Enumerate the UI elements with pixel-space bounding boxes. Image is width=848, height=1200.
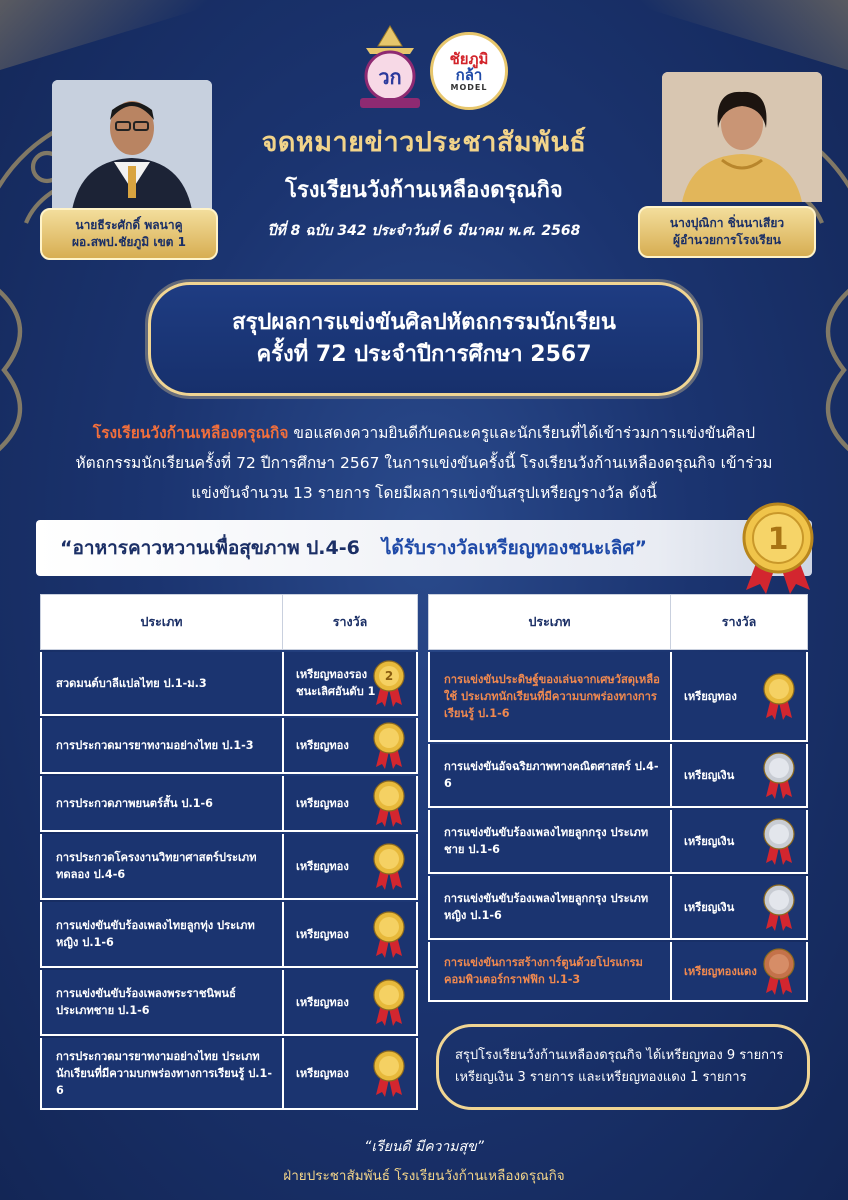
- table-row: [428, 652, 808, 742]
- svg-text:วก: วก: [378, 65, 402, 89]
- table-row: [428, 744, 808, 808]
- row-award: [284, 902, 416, 966]
- gold-medal-icon: [372, 842, 406, 890]
- row-award: [284, 970, 416, 1034]
- medal-summary: สรุปโรงเรียนวังก้านเหลืองดรุณกิจ ได้เหรียญทอง 9 รายการ เหรียญเงิน 3 รายการ และเหรียญทองแดง 1 รายการ: [436, 1024, 810, 1110]
- row-category: สวดมนต์บาลีแปลไทย ป.1-ม.3: [42, 652, 284, 714]
- row-category: การแข่งขันขับร้องเพลงไทยลูกทุ่ง ประเภทหญิง ป.1-6: [42, 902, 284, 966]
- gold-medal-icon: [372, 779, 406, 827]
- results-heading-line1: สรุปผลการแข่งขันศิลปหัตถกรรมนักเรียน: [232, 310, 616, 335]
- first-place-medal-number: 1: [767, 522, 789, 557]
- row-award-label: เหรียญทอง: [296, 927, 349, 941]
- table-row: [428, 876, 808, 940]
- award-header: รางวัล: [332, 614, 368, 629]
- category-header: ประเภท: [429, 595, 671, 649]
- table-row: [40, 1038, 418, 1110]
- results-table-left: [40, 594, 418, 1112]
- row-award-label: เหรียญทอง: [296, 738, 349, 752]
- row-award: [284, 1038, 416, 1108]
- row-category: การแข่งขันขับร้องเพลงพระราชนิพนธ์ ประเภทชาย ป.1-6: [42, 970, 284, 1034]
- row-award-label: เหรียญเงิน: [684, 900, 735, 914]
- table-row: [428, 810, 808, 874]
- row-award: [672, 810, 806, 872]
- row-award-label: เหรียญทองรองชนะเลิศอันดับ 1: [296, 668, 376, 698]
- model-logo-line1: ชัยภูมิ: [449, 49, 489, 68]
- silver-medal-icon: [762, 883, 796, 931]
- first-place-medal-icon: [736, 498, 820, 594]
- row-category: การแข่งขันอัจฉริยภาพทางคณิตศาสตร์ ป.4-6: [430, 744, 672, 806]
- row-award-label: เหรียญทองแดง: [684, 964, 757, 978]
- row-category: การประกวดมารยาทงามอย่างไทย ป.1-3: [42, 718, 284, 772]
- table-row: [40, 902, 418, 968]
- row-award-label: เหรียญทอง: [296, 995, 349, 1009]
- table-row: [40, 776, 418, 832]
- top-award-result: ได้รับรางวัลเหรียญทองชนะเลิศ”: [381, 537, 647, 559]
- intro-school-highlight: โรงเรียนวังก้านเหลืองดรุณกิจ: [92, 424, 289, 442]
- table-row: [428, 942, 808, 1002]
- school-slogan: “เรียนดี มีความสุข”: [364, 1139, 484, 1155]
- table-row: [40, 970, 418, 1036]
- footer-credit: ฝ่ายประชาสัมพันธ์ โรงเรียนวังก้านเหลืองดรุณกิจ: [283, 1168, 565, 1184]
- district-director-title: ผอ.สพป.ชัยภูมิ เขต 1: [71, 235, 186, 249]
- medal-number: 2: [384, 669, 394, 683]
- gold-medal-icon: [372, 721, 406, 769]
- row-category: การแข่งขันประดิษฐ์ของเล่นจากเศษวัสดุเหลือใช้ ประเภทนักเรียนที่มีความบกพร่องทางการเรียนรู้ ป.1-6: [430, 652, 672, 740]
- silver-medal-icon: [762, 817, 796, 865]
- intro-text: ขอแสดงความยินดีกับคณะครูและนักเรียนที่ได้เข้าร่วมการแข่งขันศิลปหัตถกรรมนักเรียนครั้งที่ 72 ปีการศึกษา 2567 ในการแข่งขันครั้งนี้ โรงเรียนวังก้านเหลืองดรุณกิจ เข้าร่วมแข่งขันจำนวน 13 รายการ โดยมีผลการแข่งขันสรุปเหรียญรางวัล ดังนี้: [75, 424, 773, 502]
- row-award-label: เหรียญทอง: [296, 796, 349, 810]
- gold-medal-icon: [372, 910, 406, 958]
- top-left-decoration: [0, 0, 230, 70]
- top-right-decoration: [618, 0, 848, 70]
- top-award-banner: [36, 520, 812, 576]
- results-table-right: [428, 594, 808, 1004]
- row-award-label: เหรียญเงิน: [684, 768, 735, 782]
- table-row: [40, 652, 418, 716]
- row-category: การประกวดมารยาทงามอย่างไทย ประเภทนักเรียนที่มีความบกพร่องทางการเรียนรู้ ป.1-6: [42, 1038, 284, 1108]
- row-award: [672, 942, 806, 1000]
- row-award: [672, 744, 806, 806]
- row-award-label: เหรียญเงิน: [684, 834, 735, 848]
- gold-medal-icon: [372, 659, 406, 707]
- intro-paragraph: [62, 418, 786, 508]
- gold-medal-icon: [372, 1049, 406, 1097]
- row-award: [284, 834, 416, 898]
- model-logo-line2: กล้า: [455, 65, 483, 84]
- row-category: การประกวดภาพยนตร์สั้น ป.1-6: [42, 776, 284, 830]
- row-award: [672, 876, 806, 938]
- table-header: [428, 594, 808, 650]
- table-row: [40, 718, 418, 774]
- school-name: โรงเรียนวังก้านเหลืองดรุณกิจ: [285, 178, 563, 203]
- school-director-name: นางปุณิกา ชิ่นนาเสียว: [669, 216, 785, 230]
- row-award: [284, 652, 416, 714]
- category-header: ประเภท: [41, 595, 283, 649]
- results-heading-line2: ครั้งที่ 72 ประจำปีการศึกษา 2567: [256, 342, 592, 367]
- school-director-title: ผู้อำนวยการโรงเรียน: [673, 233, 781, 247]
- gold-medal-icon: [372, 978, 406, 1026]
- row-award: [284, 776, 416, 830]
- row-award-label: เหรียญทอง: [684, 689, 737, 703]
- top-award-item: “อาหารคาวหวานเพื่อสุขภาพ ป.4-6: [60, 537, 360, 559]
- school-logo: [352, 24, 428, 110]
- row-category: การประกวดโครงงานวิทยาศาสตร์ประเภททดลอง ป.4-6: [42, 834, 284, 898]
- award-header: รางวัล: [721, 614, 757, 629]
- bronze-medal-icon: [762, 947, 796, 995]
- issue-info: ปีที่ 8 ฉบับ 342 ประจำวันที่ 6 มีนาคม พ.ศ. 2568: [267, 223, 581, 239]
- model-logo-line3: MODEL: [450, 82, 488, 92]
- row-award-label: เหรียญทอง: [296, 1066, 349, 1080]
- row-category: การแข่งขันขับร้องเพลงไทยลูกกรุง ประเภทชาย ป.1-6: [430, 810, 672, 872]
- row-award: [284, 718, 416, 772]
- row-category: การแข่งขันขับร้องเพลงไทยลูกกรุง ประเภทหญิง ป.1-6: [430, 876, 672, 938]
- chaiyaphum-model-logo: [430, 32, 508, 110]
- row-award-label: เหรียญทอง: [296, 859, 349, 873]
- table-row: [40, 834, 418, 900]
- ornament-right: [778, 260, 848, 480]
- newsletter-title: จดหมายข่าวประชาสัมพันธ์: [261, 127, 587, 158]
- gold-medal-icon: [762, 672, 796, 720]
- table-header: [40, 594, 418, 650]
- silver-medal-icon: [762, 751, 796, 799]
- results-heading-frame: [148, 282, 700, 396]
- ornament-left: [0, 260, 70, 480]
- row-award: [672, 652, 806, 740]
- district-director-name: นายธีระศักดิ์ พลนาคู: [75, 218, 183, 232]
- row-category: การแข่งขันการสร้างการ์ตูนด้วยโปรแกรมคอมพิวเตอร์กราฟฟิก ป.1-3: [430, 942, 672, 1000]
